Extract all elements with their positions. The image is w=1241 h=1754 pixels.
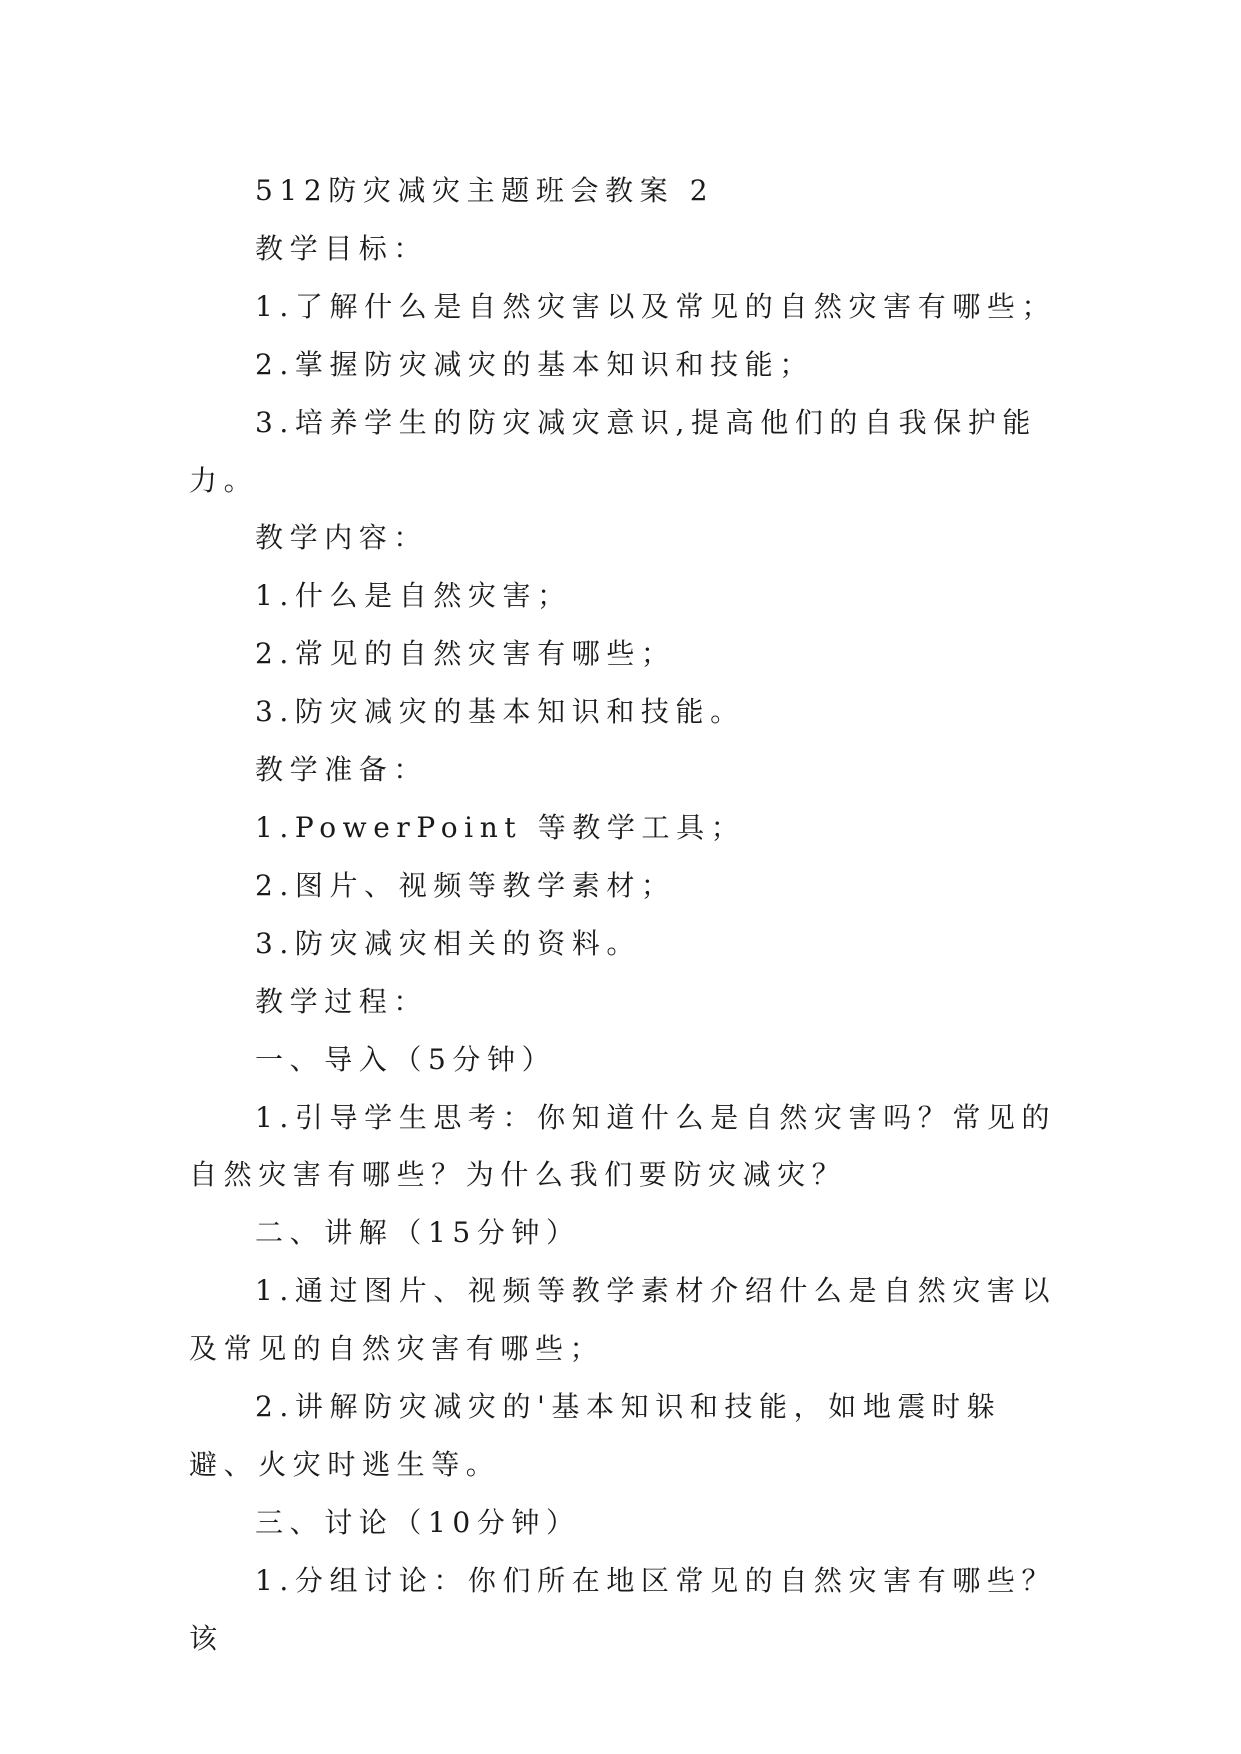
document-body [189, 162, 1059, 1668]
objective-item: 1.了解什么是自然灾害以及常见的自然灾害有哪些； [255, 289, 1057, 323]
process-step-item: 2.讲解防灾减灾的'基本知识和技能，如地震时躲避、火灾时逃生等。 [189, 1390, 1002, 1481]
content-item: 3.防灾减灾的基本知识和技能。 [255, 695, 745, 729]
preparation-item: 1.PowerPoint 等教学工具； [255, 810, 746, 844]
content-item: 2.常见的自然灾害有哪些； [255, 637, 676, 671]
process-step-heading: 一、导入（5分钟） [255, 1042, 557, 1076]
section-heading-process: 教学过程： [255, 984, 429, 1018]
document-title: 512防灾减灾主题班会教案 2 [255, 174, 715, 207]
process-step-item: 1.分组讨论：你们所在地区常见的自然灾害有哪些？该 [189, 1563, 1057, 1655]
objective-item: 2.掌握防灾减灾的基本知识和技能； [255, 347, 814, 381]
process-step-heading: 二、讲解（15分钟） [255, 1216, 581, 1250]
section-heading-preparation: 教学准备： [255, 753, 429, 787]
content-item: 1.什么是自然灾害； [255, 579, 572, 613]
process-step-item: 1.通过图片、视频等教学素材介绍什么是自然灾害以及常见的自然灾害有哪些； [189, 1274, 1057, 1366]
objective-item: 3.培养学生的防灾减灾意识,提高他们的自我保护能力。 [189, 405, 1038, 497]
preparation-item: 3.防灾减灾相关的资料。 [255, 926, 641, 960]
process-step-heading: 三、讨论（10分钟） [255, 1505, 581, 1539]
preparation-item: 2.图片、视频等教学素材； [255, 868, 676, 902]
process-step-item: 1.引导学生思考：你知道什么是自然灾害吗？常见的自然灾害有哪些？为什么我们要防灾减灾？ [189, 1100, 1057, 1192]
section-heading-content: 教学内容： [255, 521, 429, 555]
section-heading-objectives: 教学目标： [255, 231, 429, 265]
